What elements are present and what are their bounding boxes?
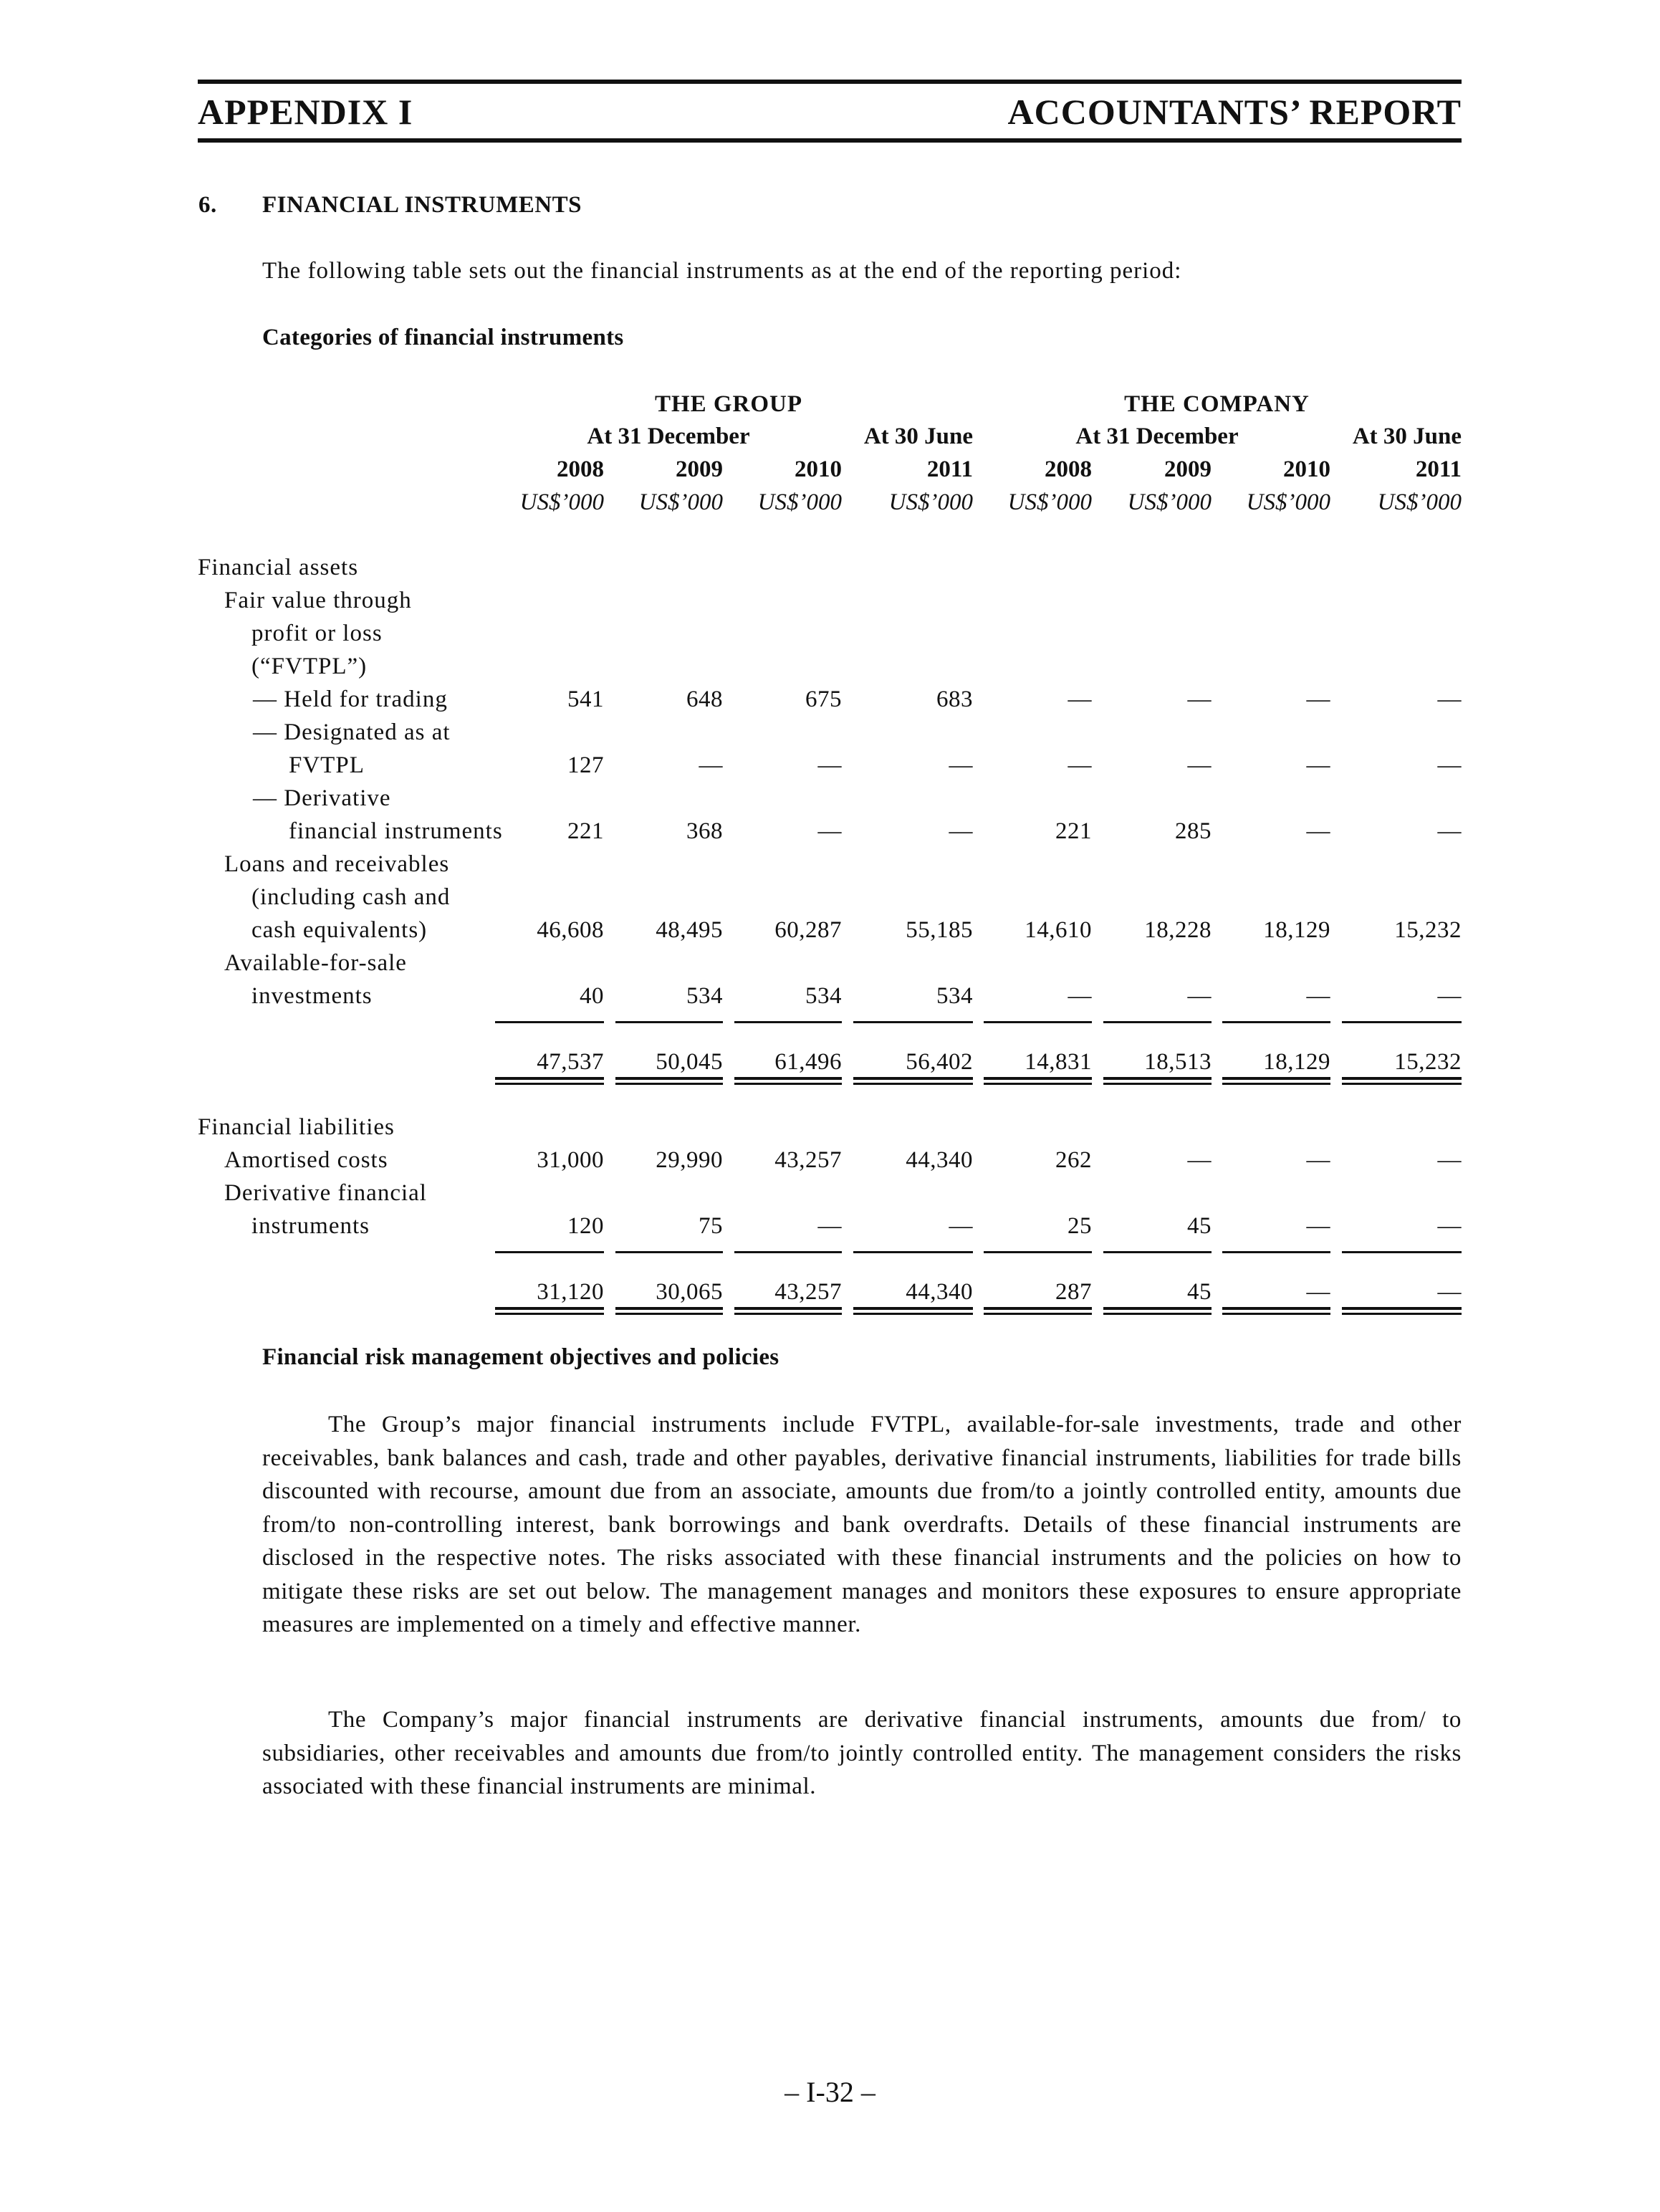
total-double-underline — [495, 1077, 604, 1085]
row-label: — Designated as at — [253, 719, 451, 745]
cell: — — [1068, 752, 1092, 778]
subtotal-underline — [734, 1251, 842, 1253]
cell: 534 — [686, 983, 723, 1009]
cell: 18,129 — [1263, 917, 1330, 943]
total-cell: 45 — [1187, 1279, 1212, 1305]
liabilities-heading-row — [198, 1111, 1462, 1144]
cell: 40 — [580, 983, 604, 1009]
row-label: Available-for-sale — [224, 950, 407, 976]
year-header: 2011 — [1415, 456, 1462, 482]
total-cell: 44,340 — [906, 1279, 973, 1305]
cell: — — [1306, 983, 1330, 1009]
cell: 541 — [567, 686, 604, 712]
table-row-label-line — [198, 1177, 1462, 1210]
cell: — — [1306, 752, 1330, 778]
subtotal-underline — [853, 1251, 973, 1253]
subtotal-underline — [1222, 1251, 1330, 1253]
table-row-derivative-assets — [198, 815, 1462, 848]
cell: 262 — [1055, 1147, 1092, 1173]
total-double-underline — [1342, 1077, 1462, 1085]
company-dec-header: At 31 December — [1075, 423, 1239, 449]
year-header: 2009 — [676, 456, 723, 482]
table-row-label-line — [198, 716, 1462, 749]
subtotal-underline — [734, 1021, 842, 1023]
unit-header: US$’000 — [1127, 489, 1212, 515]
cell: — — [1068, 983, 1092, 1009]
subtotal-underline — [495, 1021, 604, 1023]
table-row-designated-fvtpl — [198, 749, 1462, 782]
total-cell: 287 — [1055, 1279, 1092, 1305]
table-group-header-row — [198, 388, 1462, 421]
cell: — — [1187, 686, 1212, 712]
total-cell: 18,129 — [1263, 1049, 1330, 1075]
table-row-liabilities-total — [198, 1275, 1462, 1308]
cell: — — [699, 752, 723, 778]
total-double-underline — [1342, 1307, 1462, 1315]
liabilities-heading: Financial liabilities — [198, 1114, 395, 1140]
cell: — — [1306, 686, 1330, 712]
total-cell: 61,496 — [774, 1049, 842, 1075]
group-june-header: At 30 June — [863, 423, 973, 449]
year-header: 2009 — [1164, 456, 1212, 482]
row-label: — Derivative — [253, 785, 391, 811]
table-subheading: Categories of financial instruments — [262, 325, 624, 350]
row-label: instruments — [251, 1213, 370, 1239]
cell: 55,185 — [906, 917, 973, 943]
paragraph-text: The Group’s major financial instruments include FVTPL, available-for-sale investments, trade and other receivables, bank balances and cash, trade and other payables, derivative financial instruments, liabilities for trade bills discounted with recourse, amount due from an associate, amounts due from/to a jointly controlled entity, amounts due from/to non-controlling interest, bank borrowings and bank overdrafts. Details of these financial instruments are disclosed in the respective notes. The risks associated with these financial instruments and the policies on how to mitigate these risks are set out below. The management manages and monitors these exposures to ensure appropriate measures are implemented on a timely and effective manner. — [262, 1412, 1462, 1637]
assets-heading-row — [198, 551, 1462, 584]
total-double-underline — [615, 1307, 723, 1315]
cell: 285 — [1175, 818, 1212, 844]
cell: — — [1306, 1213, 1330, 1239]
cell: 127 — [567, 752, 604, 778]
row-label: FVTPL — [289, 752, 365, 778]
row-label: cash equivalents) — [251, 917, 428, 943]
subtotal-underline — [615, 1251, 723, 1253]
table-row-held-for-trading — [198, 683, 1462, 716]
total-cell: 31,120 — [537, 1279, 604, 1305]
table-row-label-line — [198, 881, 1462, 914]
cell: 31,000 — [537, 1147, 604, 1173]
cell: — — [1437, 818, 1462, 844]
total-double-underline — [984, 1077, 1092, 1085]
cell: 368 — [686, 818, 723, 844]
subtotal-underline — [1342, 1021, 1462, 1023]
cell: 683 — [936, 686, 973, 712]
total-cell: — — [1437, 1279, 1462, 1305]
risk-paragraph-group — [262, 1408, 1462, 1642]
total-cell: 50,045 — [656, 1049, 723, 1075]
cell: — — [817, 818, 842, 844]
fvtpl-heading-line: profit or loss — [251, 621, 383, 646]
subtotal-underline — [1222, 1021, 1330, 1023]
year-header: 2008 — [1045, 456, 1092, 482]
section-number: 6. — [198, 192, 217, 218]
year-header: 2010 — [795, 456, 842, 482]
fvtpl-heading-line: Fair value through — [224, 588, 412, 613]
subtotal-underline — [1103, 1021, 1212, 1023]
row-label: Amortised costs — [224, 1147, 388, 1173]
total-double-underline — [1222, 1307, 1330, 1315]
total-cell: 14,831 — [1025, 1049, 1092, 1075]
cell: — — [1437, 686, 1462, 712]
cell: 221 — [567, 818, 604, 844]
subtotal-underline — [1342, 1251, 1462, 1253]
total-double-underline — [734, 1307, 842, 1315]
total-double-underline — [984, 1307, 1092, 1315]
cell: — — [1068, 686, 1092, 712]
table-row-available-for-sale — [198, 980, 1462, 1012]
table-row-derivative-liabilities — [198, 1210, 1462, 1243]
total-cell: 47,537 — [537, 1049, 604, 1075]
cell: 29,990 — [656, 1147, 723, 1173]
fvtpl-heading-line: (“FVTPL”) — [251, 653, 368, 679]
cell: — — [1187, 752, 1212, 778]
total-double-underline — [853, 1307, 973, 1315]
table-row-label-line — [198, 947, 1462, 980]
cell: — — [949, 752, 973, 778]
risk-heading: Financial risk management objectives and policies — [262, 1344, 779, 1370]
total-cell: 30,065 — [656, 1279, 723, 1305]
cell: 25 — [1068, 1213, 1092, 1239]
row-label: investments — [251, 983, 373, 1009]
company-june-header: At 30 June — [1352, 423, 1462, 449]
cell: — — [1306, 1147, 1330, 1173]
header-appendix: APPENDIX I — [198, 92, 413, 132]
total-double-underline — [853, 1077, 973, 1085]
fvtpl-heading-row — [198, 584, 1462, 617]
cell: — — [1437, 1213, 1462, 1239]
total-double-underline — [1103, 1077, 1212, 1085]
cell: 45 — [1187, 1213, 1212, 1239]
cell: — — [1187, 983, 1212, 1009]
table-row-label-line — [198, 782, 1462, 815]
cell: 120 — [567, 1213, 604, 1239]
cell: — — [1306, 818, 1330, 844]
section-intro: The following table sets out the financial instruments as at the end of the reporting period: — [262, 258, 1182, 284]
cell: 15,232 — [1394, 917, 1462, 943]
header-report-title: ACCOUNTANTS’ REPORT — [1007, 92, 1462, 132]
unit-header: US$’000 — [888, 489, 973, 515]
cell: — — [817, 752, 842, 778]
cell: 648 — [686, 686, 723, 712]
cell: 75 — [699, 1213, 723, 1239]
year-header: 2008 — [557, 456, 604, 482]
subtotal-underline — [1103, 1251, 1212, 1253]
row-label: (including cash and — [251, 884, 451, 910]
cell: — — [817, 1213, 842, 1239]
year-header: 2010 — [1283, 456, 1330, 482]
cell: — — [1437, 1147, 1462, 1173]
cell: 221 — [1055, 818, 1092, 844]
subtotal-underline — [853, 1021, 973, 1023]
cell: 18,228 — [1144, 917, 1212, 943]
table-row-label-line — [198, 848, 1462, 881]
cell: 43,257 — [774, 1147, 842, 1173]
group-dec-header: At 31 December — [587, 423, 750, 449]
total-double-underline — [734, 1077, 842, 1085]
unit-header: US$’000 — [1246, 489, 1330, 515]
total-cell: 56,402 — [906, 1049, 973, 1075]
page-number: – I-32 – — [785, 2076, 875, 2108]
table-row-amortised-costs — [198, 1144, 1462, 1177]
table-period-header-row — [198, 420, 1462, 453]
cell: — — [1187, 1147, 1212, 1173]
cell: — — [1437, 752, 1462, 778]
paragraph-text: The Company’s major financial instruments are derivative financial instruments, amounts due from/ to subsidiaries, other receivables and amounts due from/to jointly controlled entity. The management considers the risks associated with these financial instruments are minimal. — [262, 1707, 1462, 1799]
total-double-underline — [1222, 1077, 1330, 1085]
unit-header: US$’000 — [519, 489, 604, 515]
row-label: Loans and receivables — [224, 851, 450, 877]
total-cell: 18,513 — [1144, 1049, 1212, 1075]
cell: 534 — [936, 983, 973, 1009]
fvtpl-heading-row — [198, 650, 1462, 683]
row-label: financial instruments — [289, 818, 503, 844]
total-double-underline — [1103, 1307, 1212, 1315]
unit-header: US$’000 — [1007, 489, 1092, 515]
header-top-rule — [198, 80, 1462, 84]
cell: 44,340 — [906, 1147, 973, 1173]
company-header: THE COMPANY — [1124, 391, 1310, 417]
cell: — — [949, 818, 973, 844]
table-row-loans-receivables — [198, 914, 1462, 947]
total-double-underline — [615, 1077, 723, 1085]
cell: 46,608 — [537, 917, 604, 943]
assets-heading: Financial assets — [198, 555, 359, 580]
total-cell: 15,232 — [1394, 1049, 1462, 1075]
row-label: — Held for trading — [253, 686, 448, 712]
subtotal-underline — [495, 1251, 604, 1253]
cell: 60,287 — [774, 917, 842, 943]
row-label: Derivative financial — [224, 1180, 427, 1206]
table-year-header-row — [198, 453, 1462, 486]
unit-header: US$’000 — [757, 489, 842, 515]
total-double-underline — [495, 1307, 604, 1315]
cell: — — [1437, 983, 1462, 1009]
total-cell: — — [1306, 1279, 1330, 1305]
subtotal-underline — [615, 1021, 723, 1023]
table-row-assets-total — [198, 1045, 1462, 1078]
unit-header: US$’000 — [1377, 489, 1462, 515]
section-title: FINANCIAL INSTRUMENTS — [262, 192, 582, 218]
subtotal-underline — [984, 1251, 1092, 1253]
group-header: THE GROUP — [654, 391, 803, 417]
risk-paragraph-company — [262, 1703, 1462, 1804]
cell: 48,495 — [656, 917, 723, 943]
cell: 534 — [805, 983, 842, 1009]
year-header: 2011 — [926, 456, 973, 482]
subtotal-underline — [984, 1021, 1092, 1023]
cell: 14,610 — [1025, 917, 1092, 943]
cell: 675 — [805, 686, 842, 712]
cell: — — [949, 1213, 973, 1239]
total-cell: 43,257 — [774, 1279, 842, 1305]
unit-header: US$’000 — [638, 489, 723, 515]
fvtpl-heading-row — [198, 617, 1462, 650]
header-bottom-rule — [198, 138, 1462, 143]
table-unit-header-row — [198, 486, 1462, 519]
